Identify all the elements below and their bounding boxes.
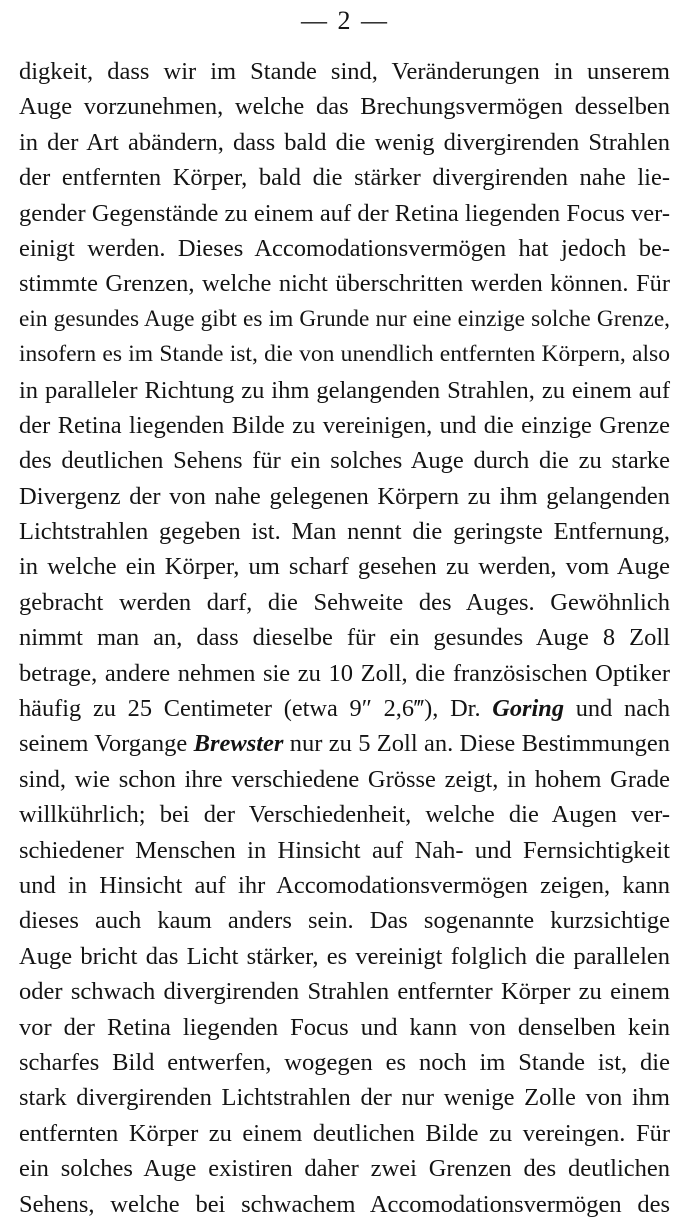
text-segment: Divergenz der von nahe gelegenen Körpern zu ihm gelangenden — [19, 482, 670, 510]
text-segment: sind, wie schon ihre verschiedene Grösse zeigt, in hohem Grade — [19, 765, 670, 793]
text-segment: und in Hinsicht auf ihr Accomodationsvermögen zeigen, kann — [19, 871, 670, 899]
text-segment: in welche ein Körper, um scharf gesehen zu werden, vom Auge — [19, 553, 670, 581]
text-segment: Auge bricht das Licht stärker, es vereinigt folglich die parallelen — [19, 942, 670, 970]
text-segment: nur zu 5 Zoll an. Diese Bestimmungen — [283, 730, 670, 758]
text-line — [19, 1151, 670, 1186]
text-line — [19, 1010, 670, 1045]
text-line — [19, 549, 670, 584]
text-segment: häufig zu 25 Centimeter (etwa 9″ 2,6‴), Dr. — [19, 695, 493, 723]
text-line — [19, 160, 670, 195]
text-segment: in paralleler Richtung zu ihm gelangenden Strahlen, zu einem auf — [19, 376, 670, 404]
text-segment: Sehens, welche bei schwachem Accomodationsvermögen des — [19, 1190, 670, 1218]
text-line — [19, 196, 670, 231]
text-segment: der Retina liegenden Bilde zu vereinigen, und die einzige Grenze — [19, 411, 670, 439]
text-line — [19, 443, 670, 478]
text-segment: ein solches Auge existiren daher zwei Grenzen des deutlichen — [19, 1155, 670, 1183]
text-segment: nimmt man an, dass dieselbe für ein gesundes Auge 8 Zoll — [19, 624, 670, 652]
text-line — [19, 479, 670, 514]
text-segment: Lichtstrahlen gegeben ist. Man nennt die geringste Entfernung, — [19, 518, 670, 546]
person-name: Brewster — [193, 730, 284, 758]
text-line — [19, 656, 670, 691]
text-line — [19, 833, 670, 868]
text-line — [19, 939, 670, 974]
text-segment: scharfes Bild entwerfen, wogegen es noch im Stande ist, die — [19, 1048, 670, 1076]
text-line — [19, 797, 670, 832]
text-segment: entfernten Körper zu einem deutlichen Bilde zu vereingen. Für — [19, 1119, 670, 1147]
text-segment: insofern es im Stande ist, die von unendlich entfernten Körpern, also — [19, 341, 670, 368]
text-line — [19, 266, 670, 301]
text-line — [19, 585, 670, 620]
text-segment: des deutlichen Sehens für ein solches Auge durch die zu starke — [19, 447, 670, 475]
text-segment: seinem Vorgange — [19, 730, 194, 758]
text-line — [19, 868, 670, 903]
text-line — [19, 302, 670, 337]
text-line — [19, 408, 670, 443]
text-line — [19, 337, 670, 372]
text-line — [19, 514, 670, 549]
text-segment: oder schwach divergirenden Strahlen entfernter Körper zu einem — [19, 978, 670, 1006]
text-segment: ein gesundes Auge gibt es im Grunde nur eine einzige solche Grenze, — [19, 305, 670, 332]
text-line — [19, 54, 670, 89]
text-line — [19, 125, 670, 160]
text-segment: gebracht werden darf, die Sehweite des Auges. Gewöhnlich — [19, 588, 670, 616]
text-segment: der entfernten Körper, bald die stärker divergirenden nahe lie- — [19, 164, 670, 192]
text-line — [19, 1080, 670, 1115]
text-line — [19, 620, 670, 655]
text-segment: vor der Retina liegenden Focus und kann von denselben kein — [19, 1013, 670, 1041]
text-line — [19, 903, 670, 938]
text-line — [19, 231, 670, 266]
text-segment: und nach — [564, 695, 671, 723]
body-text — [19, 54, 670, 1222]
text-line — [19, 691, 670, 726]
text-segment: digkeit, dass wir im Stande sind, Veränderungen in unserem — [19, 58, 670, 85]
text-segment: Auge vorzunehmen, welche das Brechungsvermögen desselben — [19, 93, 670, 121]
text-segment: betrage, andere nehmen sie zu 10 Zoll, die französischen Optiker — [19, 659, 670, 687]
text-line — [19, 373, 670, 408]
text-line — [19, 1187, 670, 1222]
text-segment: schiedener Menschen in Hinsicht auf Nah- und Fernsichtigkeit — [19, 836, 670, 864]
text-line — [19, 1116, 670, 1151]
page-number: — 2 — — [301, 6, 389, 35]
person-name: Goring — [492, 695, 565, 723]
text-segment: in der Art abändern, dass bald die wenig divergirenden Strahlen — [19, 128, 670, 156]
text-line — [19, 762, 670, 797]
text-segment: einigt werden. Dieses Accomodationsvermögen hat jedoch be- — [19, 234, 670, 262]
text-line — [19, 1045, 670, 1080]
text-line — [19, 89, 670, 124]
text-line — [19, 726, 670, 761]
text-segment: gender Gegenstände zu einem auf der Retina liegenden Focus ver- — [19, 199, 670, 227]
text-segment: stimmte Grenzen, welche nicht überschritten werden können. Für — [19, 270, 670, 298]
text-segment: stark divergirenden Lichtstrahlen der nur wenige Zolle von ihm — [19, 1084, 670, 1112]
text-line — [19, 974, 670, 1009]
text-segment: willkührlich; bei der Verschiedenheit, welche die Augen ver- — [19, 801, 670, 829]
text-segment: dieses auch kaum anders sein. Das sogenannte kurzsichtige — [19, 907, 670, 935]
